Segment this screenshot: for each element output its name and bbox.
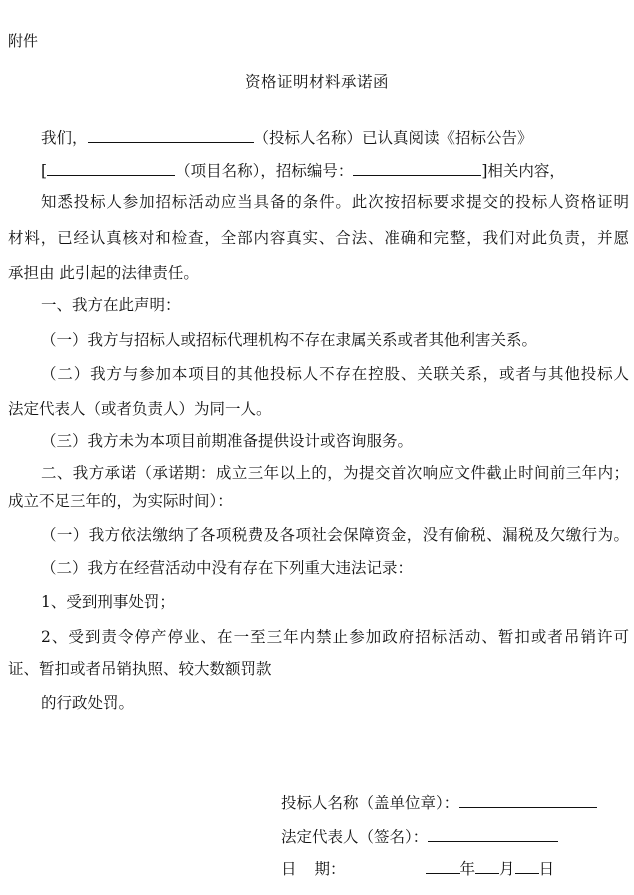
- bidder-seal-blank[interactable]: [459, 792, 597, 808]
- section2-item-1: （一）我方依法缴纳了各项税费及各项社会保障资金，没有偷税、漏税及欠缴行为。: [41, 526, 629, 544]
- date-day-label: 日: [538, 860, 555, 878]
- project-name-blank[interactable]: [47, 160, 175, 176]
- intro-bracket-close: ]相关内容，: [481, 162, 565, 180]
- date-month-label: 月: [499, 860, 515, 878]
- intro-line-1: [41, 127, 533, 147]
- intro-line-5: 承担由 此引起的法律责任。: [8, 264, 199, 282]
- section2-sub-2-line-1: 2、受到责令停产停业、在一至三年内禁止参加政府招标活动、暂扣或者吊销许可: [41, 628, 629, 646]
- document-title: 资格证明材料承诺函: [244, 73, 389, 91]
- intro-line-2: [41, 160, 565, 180]
- tender-number-blank[interactable]: [353, 160, 481, 176]
- intro-bracket-open: [: [41, 162, 48, 180]
- date-label-qi: 期：: [314, 860, 346, 878]
- section2-sub-1: 1、受到刑事处罚；: [41, 593, 175, 611]
- section2-sub-2-line-3: 的行政处罚。: [41, 694, 135, 712]
- attachment-label: 附件: [8, 32, 39, 50]
- date-year-label: 年: [459, 860, 476, 878]
- representative-label: 法定代表人（签名）：: [281, 828, 429, 846]
- section2-heading-line-1: 二、我方承诺（承诺期：成立三年以上的，为提交首次响应文件截止时间前三年内；: [41, 464, 629, 482]
- date-year-blank[interactable]: [426, 858, 460, 874]
- bidder-seal-label: 投标人名称（盖单位章）：: [281, 794, 460, 812]
- signature-date-row: [281, 858, 554, 879]
- section1-item-3: （三）我方未为本项目前期准备提供设计或咨询服务。: [41, 432, 414, 450]
- intro-line-4: 材料，已经认真核对和检查，全部内容真实、合法、准确和完整，我们对此负责，并愿: [8, 229, 629, 247]
- intro-line-3: 知悉投标人参加招标活动应当具备的条件。此次按招标要求提交的投标人资格证明: [41, 193, 629, 211]
- section1-item-2-line-1: （二）我方与参加本项目的其他投标人不存在控股、关联关系，或者与其他投标人: [41, 365, 629, 383]
- section2-item-2: （二）我方在经营活动中没有存在下列重大违法记录：: [41, 559, 414, 577]
- bidder-name-blank[interactable]: [88, 127, 254, 143]
- section2-heading-line-2: 成立不足三年的，为实际时间）：: [8, 492, 233, 510]
- intro-we: 我们，: [41, 129, 88, 147]
- section1-item-2-line-2: 法定代表人（或者负责人）为同一人。: [8, 400, 272, 418]
- date-month-blank[interactable]: [475, 858, 499, 874]
- section1-item-1: （一）我方与招标人或招标代理机构不存在隶属关系或者其他利害关系。: [41, 331, 538, 349]
- section2-sub-2-line-2: 证、暂扣或者吊销执照、较大数额罚款: [8, 660, 272, 678]
- signature-bidder-row: [281, 792, 597, 813]
- intro-project-mid: （项目名称），招标编号：: [175, 162, 354, 180]
- section1-heading: 一、我方在此声明：: [41, 296, 181, 314]
- intro-bidder-suffix: （投标人名称）已认真阅读《招标公告》: [253, 129, 533, 147]
- signature-representative-row: [281, 826, 558, 847]
- date-label-ri: 日: [281, 860, 297, 878]
- date-day-blank[interactable]: [515, 858, 539, 874]
- representative-signature-blank[interactable]: [428, 826, 558, 842]
